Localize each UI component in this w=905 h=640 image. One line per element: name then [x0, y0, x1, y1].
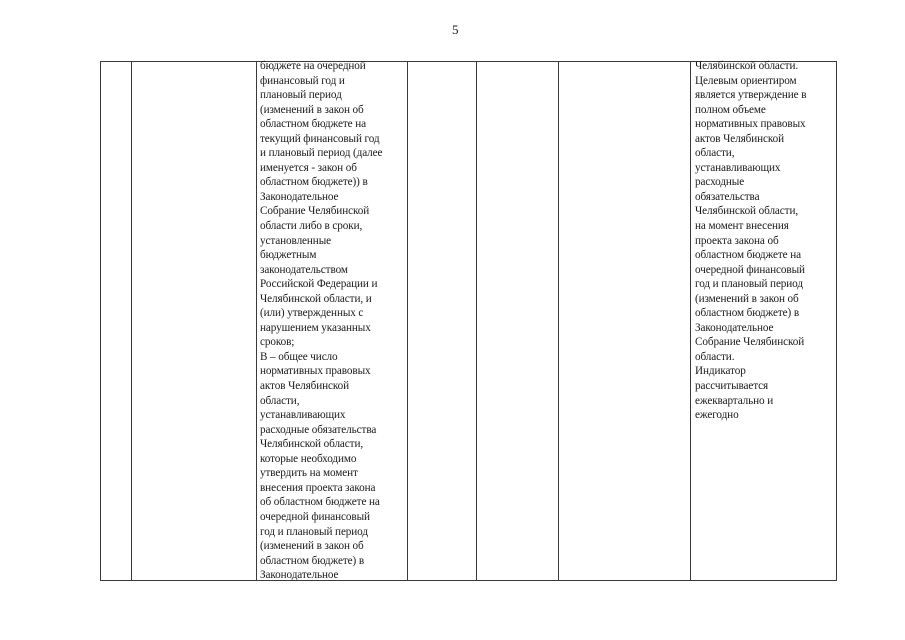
text-line: устанавливающих: [260, 409, 346, 422]
text-line: расходные обязательства: [260, 423, 377, 436]
table-cell-methodology: [260, 59, 382, 583]
text-line: Челябинской области,: [260, 438, 364, 451]
text-line: Целевым ориентиром: [695, 74, 797, 87]
text-line: законодательством: [260, 263, 348, 276]
text-line: которые необходимо: [260, 452, 357, 465]
table-column-line: [836, 61, 837, 581]
table-column-line: [131, 61, 132, 581]
text-line: Законодательное: [260, 569, 339, 582]
text-line: областном бюджете) в: [260, 554, 365, 567]
text-line: области,: [260, 394, 300, 407]
text-line: расходные: [695, 176, 745, 189]
text-line: областном бюджете на: [695, 249, 801, 262]
text-line: именуется - закон об: [260, 161, 357, 174]
text-line: Челябинской области, и: [260, 292, 372, 305]
text-line: и плановый период (далее: [260, 147, 383, 160]
text-line: обязательства: [695, 190, 760, 203]
text-line: Законодательное: [695, 321, 774, 334]
text-line: нормативных правовых: [260, 365, 371, 378]
text-line: области,: [695, 147, 735, 160]
table-column-line: [100, 61, 101, 581]
text-line: очередной финансовый: [695, 263, 805, 276]
text-line: Законодательное: [260, 190, 339, 203]
table-column-line: [476, 61, 477, 581]
table-column-line: [256, 61, 257, 581]
table-cell-target-description: [695, 59, 806, 423]
table-column-line: [558, 61, 559, 581]
text-line: Индикатор: [695, 365, 746, 378]
text-line: на момент внесения: [695, 220, 789, 233]
page-number: 5: [452, 22, 459, 37]
text-line: Российской Федерации и: [260, 278, 378, 291]
text-line: внесения проекта закона: [260, 481, 376, 494]
text-line: актов Челябинской: [260, 380, 350, 393]
text-line: утвердить на момент: [260, 467, 358, 480]
text-line: областном бюджете) в: [695, 307, 800, 320]
text-line: Челябинской области,: [695, 205, 799, 218]
text-line: (изменений в закон об: [260, 540, 364, 553]
table-bottom-border: [100, 580, 837, 581]
text-line: Собрание Челябинской: [260, 205, 370, 218]
text-line: области либо в сроки,: [260, 220, 363, 233]
text-line: В – общее число: [260, 350, 338, 363]
text-line: установленные: [260, 234, 331, 247]
text-line: финансовый год и: [260, 74, 345, 87]
text-line: год и плановый период: [260, 525, 368, 538]
text-line: год и плановый период: [695, 278, 803, 291]
text-line: ежегодно: [695, 409, 739, 422]
text-line: рассчитывается: [695, 380, 769, 393]
text-line: очередной финансовый: [260, 510, 370, 523]
text-line: об областном бюджете на: [260, 496, 380, 509]
text-line: нарушением указанных: [260, 321, 371, 334]
text-line: текущий финансовый год: [260, 132, 380, 145]
text-line: бюджетным: [260, 249, 317, 262]
text-line: бюджете на очередной: [260, 60, 366, 72]
table-column-line: [407, 61, 408, 581]
text-line: нормативных правовых: [695, 118, 806, 131]
text-line: Челябинской области.: [695, 60, 799, 72]
text-line: актов Челябинской: [695, 132, 785, 145]
table-column-line: [690, 61, 691, 581]
text-line: сроков;: [260, 336, 295, 349]
text-line: является утверждение в: [695, 89, 807, 102]
text-line: (изменений в закон об: [695, 292, 799, 305]
text-line: (или) утвержденных с: [260, 307, 364, 320]
text-line: (изменений в закон об: [260, 103, 364, 116]
text-line: проекта закона об: [695, 234, 779, 247]
text-line: области.: [695, 350, 735, 363]
text-line: областном бюджете на: [260, 118, 366, 131]
text-line: полном объеме: [695, 103, 766, 116]
text-line: Собрание Челябинской: [695, 336, 805, 349]
text-line: плановый период: [260, 89, 342, 102]
text-line: устанавливающих: [695, 161, 781, 174]
text-line: областном бюджете)) в: [260, 176, 368, 189]
text-line: ежеквартально и: [695, 394, 774, 407]
